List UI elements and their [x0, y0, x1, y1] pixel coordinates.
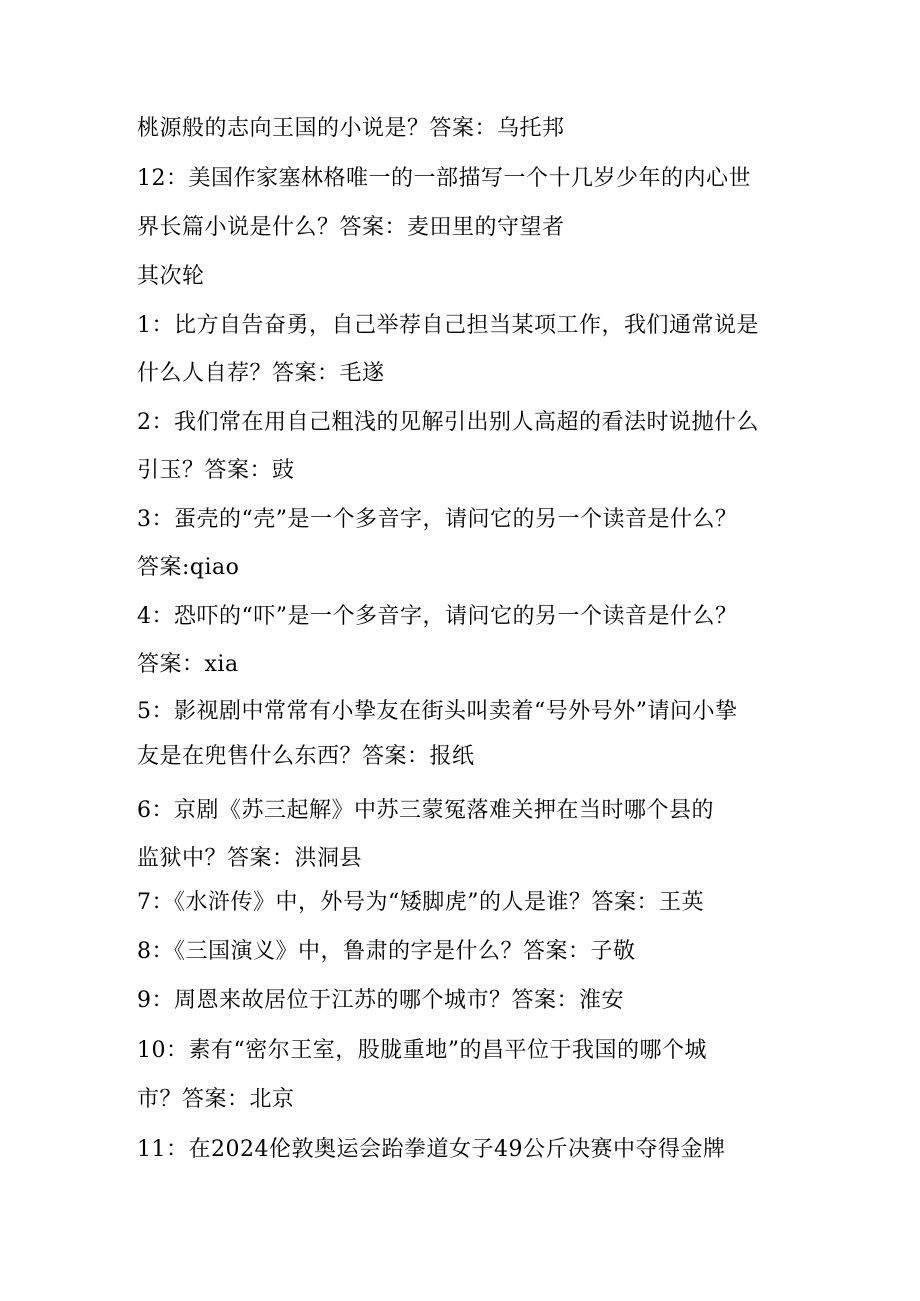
question-1-line-1: 1：比方自告奋勇，自己举荐自己担当某项工作，我们通常说是: [137, 313, 759, 338]
question-4-line-2: 答案：xia: [137, 652, 239, 677]
question-11-line-1: 11：在2024伦敦奥运会跆拳道女子49公斤决赛中夺得金牌: [137, 1137, 726, 1162]
question-2-line-1: 2：我们常在用自己粗浅的见解引出别人高超的看法时说抛什么: [137, 410, 759, 435]
question-7-line: 7：《水浒传》中，外号为“矮脚虎”的人是谁？答案：王英: [137, 890, 704, 915]
question-9-line: 9：周恩来故居位于江苏的哪个城市？答案：淮安: [137, 988, 624, 1013]
question-10-line-2: 市？答案：北京: [137, 1087, 295, 1112]
question-5-line-1: 5：影视剧中常常有小挚友在街头叫卖着“号外号外”请问小挚: [137, 699, 738, 724]
question-2-line-2: 引玉？答案：豉: [137, 458, 295, 483]
question-4-line-1: 4：恐吓的“吓”是一个多音字，请问它的另一个读音是什么？: [137, 604, 738, 629]
question-12-line-1: 12：美国作家塞林格唯一的一部描写一个十几岁少年的内心世: [137, 166, 751, 191]
question-3-line-1: 3：蛋壳的“壳”是一个多音字，请问它的另一个读音是什么？: [137, 507, 738, 532]
section-heading: 其次轮: [137, 264, 205, 289]
question-12-line-2: 界长篇小说是什么？答案：麦田里的守望者: [137, 215, 565, 240]
question-6-line-2: 监狱中？答案：洪洞县: [137, 846, 363, 871]
question-5-line-2: 友是在兜售什么东西？答案：报纸: [137, 744, 475, 769]
text-line: 桃源般的志向王国的小说是？答案：乌托邦: [137, 116, 565, 141]
question-3-line-2: 答案:qiao: [137, 555, 240, 580]
question-6-line-1: 6：京剧《苏三起解》中苏三蒙冤落难关押在当时哪个县的: [137, 798, 714, 823]
question-1-line-2: 什么人自荐？答案：毛遂: [137, 361, 385, 386]
question-8-line: 8：《三国演义》中，鲁肃的字是什么？答案：子敬: [137, 939, 636, 964]
question-10-line-1: 10：素有“密尔王室，股胧重地”的昌平位于我国的哪个城: [137, 1038, 707, 1063]
